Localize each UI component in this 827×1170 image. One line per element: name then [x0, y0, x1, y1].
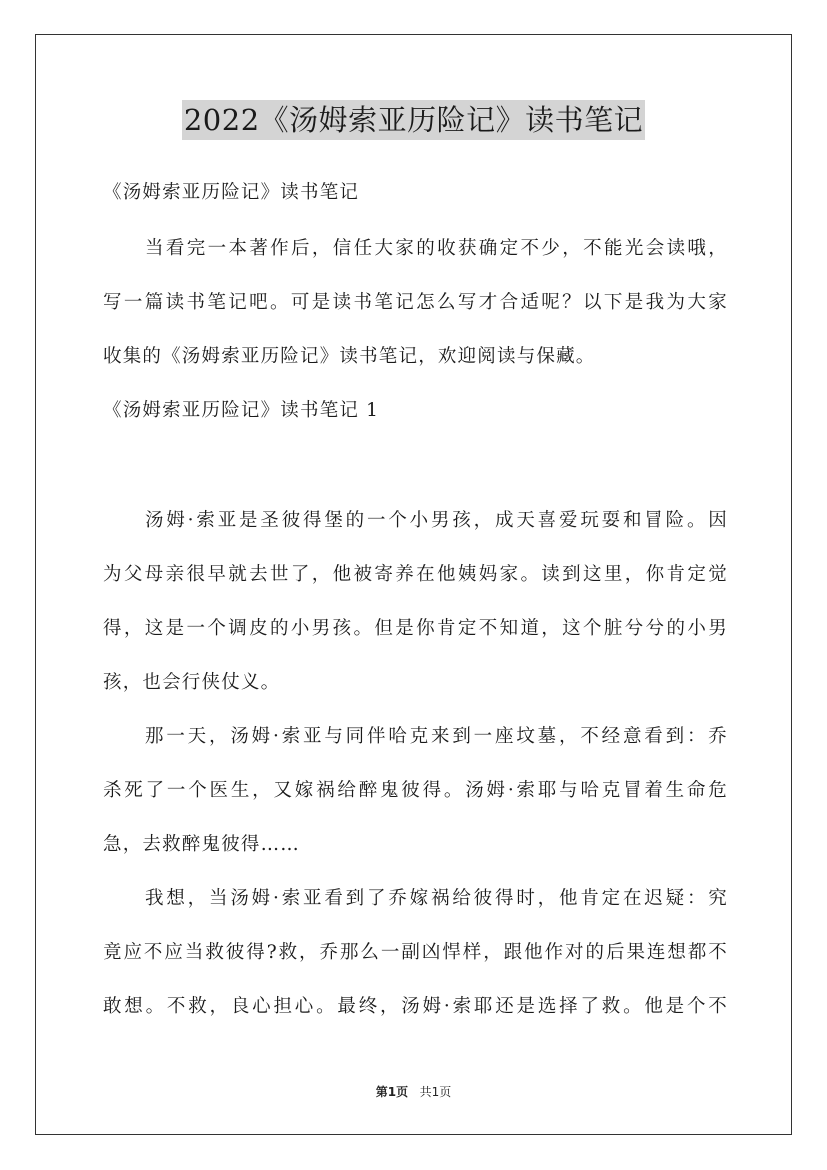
- paragraph-line: 我想，当汤姆·索亚看到了乔嫁祸给彼得时，他肯定在迟疑：究: [145, 888, 728, 909]
- paragraph-line: 汤姆·索亚是圣彼得堡的一个小男孩，成天喜爱玩耍和冒险。因: [145, 510, 728, 531]
- section-heading: 《汤姆索亚历险记》读书笔记: [103, 182, 360, 203]
- document-title: 2022《汤姆索亚历险记》读书笔记: [182, 100, 645, 140]
- paragraph-line: 为父母亲很早就去世了，他被寄养在他姨妈家。读到这里，你肯定觉: [103, 564, 728, 585]
- paragraph-line: 得，这是一个调皮的小男孩。但是你肯定不知道，这个脏兮兮的小男: [103, 618, 728, 639]
- paragraph-line: 那一天，汤姆·索亚与同伴哈克来到一座坟墓，不经意看到：乔: [145, 726, 728, 747]
- paragraph-line: 急，去救醉鬼彼得……: [103, 834, 301, 855]
- section-heading: 《汤姆索亚历险记》读书笔记 1: [103, 400, 380, 421]
- paragraph-line: 孩，也会行侠仗义。: [103, 672, 281, 693]
- total-pages: 共1页: [419, 1085, 452, 1099]
- paragraph-line: 当看完一本著作后，信任大家的收获确定不少，不能光会读哦，: [145, 238, 728, 259]
- title-container: [0, 100, 827, 140]
- paragraph-line: 收集的《汤姆索亚历险记》读书笔记，欢迎阅读与保藏。: [103, 346, 596, 367]
- paragraph-line: 杀死了一个医生，又嫁祸给醉鬼彼得。汤姆·索耶与哈克冒着生命危: [103, 780, 728, 801]
- paragraph-line: 竟应不应当救彼得?救，乔那么一副凶悍样，跟他作对的后果连想都不: [103, 942, 728, 963]
- paragraph-line: 敢想。不救，良心担心。最终，汤姆·索耶还是选择了救。他是个不: [103, 996, 728, 1017]
- page-footer: [0, 1083, 827, 1100]
- paragraph-line: 写一篇读书笔记吧。可是读书笔记怎么写才合适呢？以下是我为大家: [103, 292, 728, 313]
- page-number: 第1页: [375, 1085, 409, 1099]
